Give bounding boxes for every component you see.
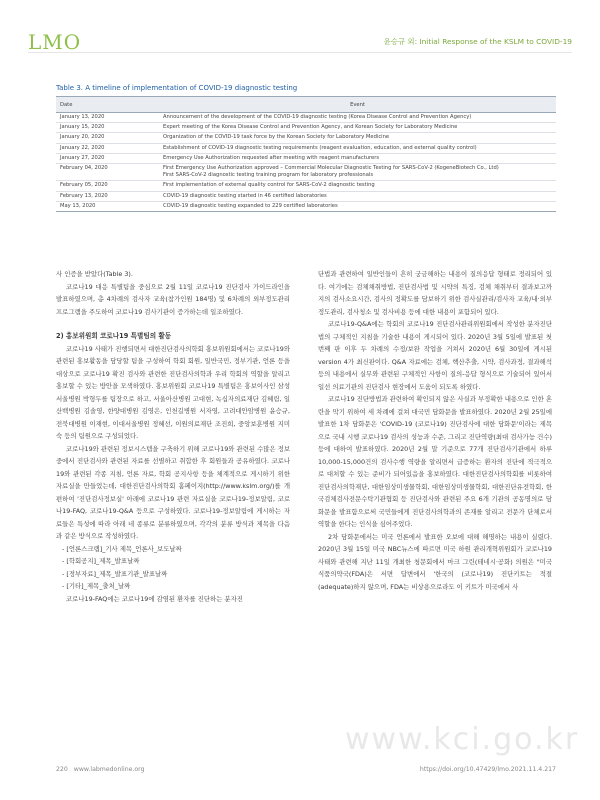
page-header	[28, 30, 572, 53]
paragraph: 코로나19와 관련된 정보시스템을 구축하기 위해 코로나19와 관련된 수많은 정보 중에서 진단검사와 관련된 자료를 선별하고 취합한 후 회원들과 공유하였다. 코로나19와 관련된 각종 지침, 언론 자료, 학회 공지사항 등을 체계적으로 게시하기 위한 자료실을 만들었는데, 대한진단검사의학회 홈페이지(http://www.kslm.org/)를 개편하여 '진단검사정보실' 아래에 코로나19 관련 자료실을 코로나19-정보알림, 코로나19-FAQ, 코로나19-Q&A 등으로 구성하였다. 코로나19-정보알림에 게시하는 자료들은 특성에 따라 아래 네 종류로 분류하였으며, 각각의 분류 방식과 제목을 다음과 같은 방식으로 작성하였다.	[56, 444, 290, 540]
row-date: May 13, 2020	[56, 201, 159, 211]
page-number: 220	[56, 766, 68, 773]
paragraph: 코로나19-Q&A에는 학회의 코로나19 진단검사관리위원회에서 작성한 분자진단법의 구체적인 지침을 기술한 내용이 게시되어 있다. 2020년 3월 5일에 발표된 첫 번째 판 이후 두 차례의 수정/보완 작업을 거쳐서 2020년 6월 30일에 게시된 version 4가 최신판이다. Q&A 자료에는 검체, 핵산추출, 시약, 검사과정, 결과해석 등의 내용에서 실무와 관련된 구체적인 사항이 질의-응답 형식으로 기술되어 있어서 일선 의료기관의 진단검사 현장에서 도움이 되도록 하였다.	[318, 320, 552, 391]
timeline-table	[56, 96, 556, 212]
footer-left	[56, 766, 145, 773]
table-header-row	[56, 97, 556, 113]
table-row	[56, 153, 556, 163]
journal-logo: LMO	[28, 30, 82, 54]
row-date: January 20, 2020	[56, 133, 159, 143]
row-date: January 27, 2020	[56, 153, 159, 163]
list-item: - [정부자료]_제목_발표기관_발표날짜	[62, 569, 168, 578]
row-event	[159, 153, 556, 163]
table-row	[56, 181, 556, 191]
event-line: Organization of the COVID-19 task force by the Korean Society for Laboratory Medicine	[163, 134, 390, 141]
event-line: Emergency Use Authorization requested after meeting with reagent manufacturers	[163, 154, 380, 161]
row-event	[159, 133, 556, 143]
paragraph: 단법과 관련하여 일반인들이 흔히 궁금해하는 내용이 질의응답 형태로 정리되어 있다. 여기에는 검체채취방법, 진단검사법 및 시약의 특징, 검체 채취부터 결과보고까지의 검사소요시간, 검사의 정확도를 담보하기 위한 검사실관리/검사자 교육/내·외부정도관리, 검사청소 및 검사비용 등에 대한 내용이 포함되어 있다.	[318, 270, 552, 316]
page-footer	[56, 766, 556, 778]
table-row	[56, 143, 556, 153]
event-line: Expert meeting of the Korea Disease Control and Prevention Agency, and Korean Society for Laboratory Medicine	[163, 124, 458, 131]
table-row	[56, 113, 556, 123]
column-header-event: Event	[159, 97, 556, 113]
paragraph: 코로나19 진단방법과 관련하여 확인되지 않은 사실과 부정확한 내용으로 인한 혼란을 막기 위하여 세 차례에 걸쳐 대국민 담화문을 발표하였다. 2020년 2월 25일에 발표한 1차 담화문은 'COVID-19 (코로나19) 진단검사에 대한 담화문'이라는 제목으로 국내 시행 코로나19 검사의 성능과 수준, 그리고 진단역량(최대 검사가능 건수) 등에 대하여 발표하였다. 2020년 2월 말 기준으로 77개 진단검사기관에서 하루 10,000-15,000건의 검사수행 역량을 알리면서 급증하는 환자의 진단에 적극적으로 대처할 수 있는 준비가 되어있음을 홍보하였다. 대한진단검사의학회를 비롯하여 진단검사의학재단, 대한임상미생물학회, 대한임상미생물학회, 대한진단유전학회, 한국검체검사전문수탁기관협회 등 진단검사와 관련된 주요 6개 기관의 공동명의로 담화문을 발표함으로써 국민들에게 진단검사의학과의 존재를 알리고 전문가 단체로서 역할을 한다는 인식을 심어주었다.	[318, 395, 552, 528]
row-date: January 22, 2020	[56, 143, 159, 153]
section-heading: 2) 홍보위원회 코로나19 특별팀의 활동	[56, 332, 172, 340]
column-header-date: Date	[56, 97, 159, 113]
row-event	[159, 191, 556, 201]
event-line: COVID-19 diagnostic testing expanded to 229 certified laboratories	[163, 202, 338, 209]
journal-site-link[interactable]: www.labmedonline.org	[73, 766, 145, 773]
paragraph: 사 인증을 받았다(Table 3).	[56, 270, 133, 278]
event-line: First SARS-CoV-2 diagnostic testing training program for laboratory professionals	[163, 172, 374, 179]
event-line: First Emergency Use Authorization approved – Commercial Molecular Diagnostic Testing for SARS-CoV-2 (KogeneBiotech Co., Ltd)	[163, 165, 499, 172]
row-event	[159, 113, 556, 123]
row-date: February 13, 2020	[56, 191, 159, 201]
row-event	[159, 123, 556, 133]
paragraph: 코로나19 대응 특별팀을 중심으로 2월 11일 코로나19 진단검사 가이드라인을 발표하였으며, 총 4차례의 검사자 교육(참가인원 184명) 및 6차례의 외부정도관리 프로그램을 주도하여 코로나19 검사기관이 증가하는데 일조하였다.	[56, 282, 290, 316]
table-row	[56, 191, 556, 201]
row-event	[159, 181, 556, 191]
table-row	[56, 201, 556, 211]
paragraph: 코로나19 사태가 진행되면서 대한진단검사의학회 홍보위원회에서는 코로나19와 관련된 홍보활동을 담당할 팀을 구성하여 학회 회원, 일반국민, 정부기관, 언론 등을 대상으로 코로나19 확진 검사와 관련한 진단검사의학과 우리 학회의 역할을 알리고 홍보할 수 있는 방안을 모색하였다. 홍보위원회 코로나19 특별팀은 홍보이사인 삼성서울병원 박형두를 팀장으로 하고, 서울아산병원 고대현, 녹십자의료재단 김혜림, 일산백병원 김솔영, 한양대병원 김영은, 인천길병원 서자영, 고려대안암병원 윤승규, 전북대병원 이재현, 이대서울병원 정혜선, 이원의료재단 조진희, 중앙보훈병원 지미숙 등의 팀원으로 구성되었다.	[56, 344, 290, 440]
event-line: COVID-19 diagnostic testing started in 46 certified laboratories	[163, 192, 327, 199]
left-column	[56, 268, 290, 605]
doi-link[interactable]: https://doi.org/10.47429/lmo.2021.11.4.217	[419, 766, 556, 773]
paragraph: 코로나19-FAQ에는 코로나19에 감염된 환자를 진단하는 분자진	[66, 594, 243, 603]
row-event	[159, 201, 556, 211]
row-event	[159, 164, 556, 181]
table-row	[56, 133, 556, 143]
paragraph: 2차 담화문에서는 미국 언론에서 발표한 오보에 대해 해명하는 내용이 실렸다. 2020년 3월 15일 미국 NBC뉴스에 따르면 미국 하원 관리개혁위원회가 코로나19 사태와 관련해 지난 11일 개최한 청문회에서 마크 그린(테네시·공화) 의원은 "미국 식품의약국(FDA)은 서면 답변에서 '한국의 (코로나19) 진단키트는 적절(adequate)하지 않으며, FDA는 비상용으로라도 이 키트가 미국에서 사	[318, 532, 552, 591]
right-column	[318, 268, 552, 593]
row-date: February 05, 2020	[56, 181, 159, 191]
row-date: February 04, 2020	[56, 164, 159, 181]
table-caption: Table 3. A timeline of implementation of COVID-19 diagnostic testing	[56, 84, 298, 92]
table-row	[56, 164, 556, 181]
row-date: January 13, 2020	[56, 113, 159, 123]
watermark: www.kci.go.kr	[345, 722, 580, 757]
table-row	[56, 123, 556, 133]
row-date: January 15, 2020	[56, 123, 159, 133]
row-event	[159, 143, 556, 153]
event-line: Establishment of COVID-19 diagnostic testing requirements (reagent evaluation, education, and external quality control)	[163, 144, 477, 151]
list-item: - [기타]_제목_출처_날짜	[62, 582, 131, 590]
event-line: First implementation of external quality control for SARS-CoV-2 diagnostic testing	[163, 182, 375, 189]
list-item: - [언론스크랩]_기사 제목_언론사_보도날짜	[62, 544, 182, 553]
list-item: - [학회공지]_제목_발표날짜	[62, 557, 140, 565]
running-head: 윤승규 외: Initial Response of the KSLM to COVID-19	[383, 37, 572, 46]
event-line: Announcement of the development of the COVID-19 diagnostic testing (Korea Disease Control and Prevention Agency)	[163, 114, 472, 120]
